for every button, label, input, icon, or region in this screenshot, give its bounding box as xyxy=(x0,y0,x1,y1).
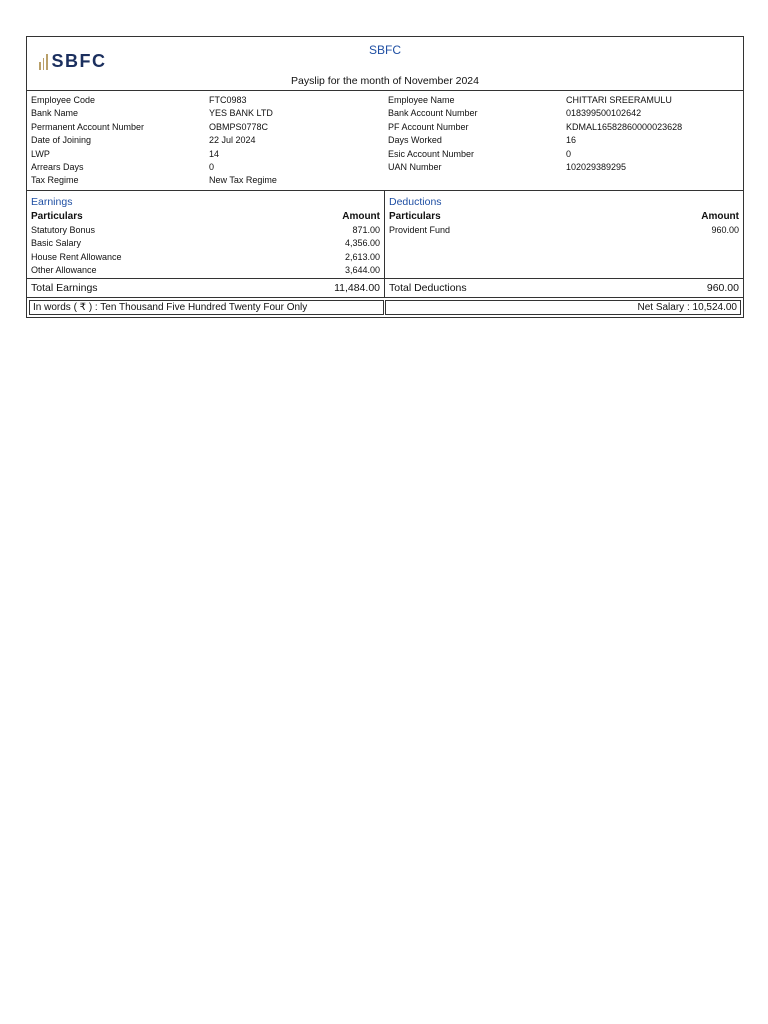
info-label: Employee Code xyxy=(31,95,96,105)
info-label: UAN Number xyxy=(388,161,442,172)
info-value xyxy=(562,174,743,187)
info-label: Days Worked xyxy=(388,135,442,146)
info-label: Bank Account Number xyxy=(388,108,478,119)
deduction-name: Provident Fund xyxy=(389,224,451,235)
info-label: Date of Joining xyxy=(31,135,92,146)
total-earnings-value: 11,484.00 xyxy=(334,281,380,294)
total-earnings-label: Total Earnings xyxy=(31,281,98,294)
info-label: LWP xyxy=(31,148,50,159)
particulars-header: Particulars xyxy=(31,210,83,222)
earning-amount: 4,356.00 xyxy=(344,238,380,249)
amount-in-words: In words ( ₹ ) : Ten Thousand Five Hundred Twenty Four Only xyxy=(29,300,384,315)
info-value: 0 xyxy=(209,161,215,172)
earning-row xyxy=(27,237,384,250)
earning-row xyxy=(27,251,384,264)
amount-header: Amount xyxy=(701,210,739,222)
info-label: Esic Account Number xyxy=(388,148,475,159)
info-value: 16 xyxy=(566,135,577,146)
info-value: 22 Jul 2024 xyxy=(209,135,256,146)
deductions-header xyxy=(385,210,743,224)
summary-row xyxy=(27,298,743,317)
total-earnings xyxy=(27,279,385,297)
info-value: OBMPS0778C xyxy=(209,121,269,132)
earning-amount: 871.00 xyxy=(352,224,380,235)
earnings-section xyxy=(27,191,385,278)
info-value: New Tax Regime xyxy=(209,175,277,186)
info-value: KDMAL16582860000023628 xyxy=(566,121,683,132)
info-label: PF Account Number xyxy=(388,121,469,132)
info-label: Bank Name xyxy=(31,108,79,119)
info-value: 018399500102642 xyxy=(566,108,642,119)
earning-row xyxy=(27,224,384,237)
deduction-amount: 960.00 xyxy=(711,224,739,235)
net-salary: Net Salary : 10,524.00 xyxy=(385,300,741,315)
deductions-section xyxy=(385,191,743,278)
company-name: SBFC xyxy=(368,43,401,57)
info-value: 0 xyxy=(566,148,572,159)
info-label: Arrears Days xyxy=(31,161,84,172)
info-label: Tax Regime xyxy=(31,175,79,186)
earning-amount: 2,613.00 xyxy=(344,251,380,262)
payslip xyxy=(26,36,744,318)
earning-name: Statutory Bonus xyxy=(31,224,96,235)
amount-header: Amount xyxy=(342,210,380,222)
earning-amount: 3,644.00 xyxy=(344,264,380,275)
payslip-header xyxy=(27,37,743,91)
earning-name: Other Allowance xyxy=(31,264,97,275)
info-value: FTC0983 xyxy=(209,95,247,105)
deductions-title: Deductions xyxy=(389,195,442,208)
earning-row xyxy=(27,264,384,277)
earnings-title: Earnings xyxy=(31,195,73,208)
earnings-deductions xyxy=(27,191,743,279)
info-label xyxy=(384,174,562,187)
particulars-header: Particulars xyxy=(389,210,441,222)
info-value: 102029389295 xyxy=(566,161,627,172)
info-value: 14 xyxy=(209,148,220,159)
total-deductions-label: Total Deductions xyxy=(389,281,467,294)
employee-info xyxy=(27,91,743,191)
payslip-title: Payslip for the month of November 2024 xyxy=(291,75,479,87)
info-label: Employee Name xyxy=(388,95,455,105)
earnings-header xyxy=(27,210,384,224)
logo-text: SBFC xyxy=(51,51,107,71)
info-label: Permanent Account Number xyxy=(31,121,145,132)
deduction-row xyxy=(385,224,743,237)
total-deductions-value: 960.00 xyxy=(706,281,739,294)
totals-row xyxy=(27,279,743,298)
earning-name: House Rent Allowance xyxy=(31,251,122,262)
earning-name: Basic Salary xyxy=(31,238,82,249)
total-deductions xyxy=(385,279,743,297)
info-value: YES BANK LTD xyxy=(209,108,273,119)
info-value: CHITTARI SREERAMULU xyxy=(566,95,672,105)
